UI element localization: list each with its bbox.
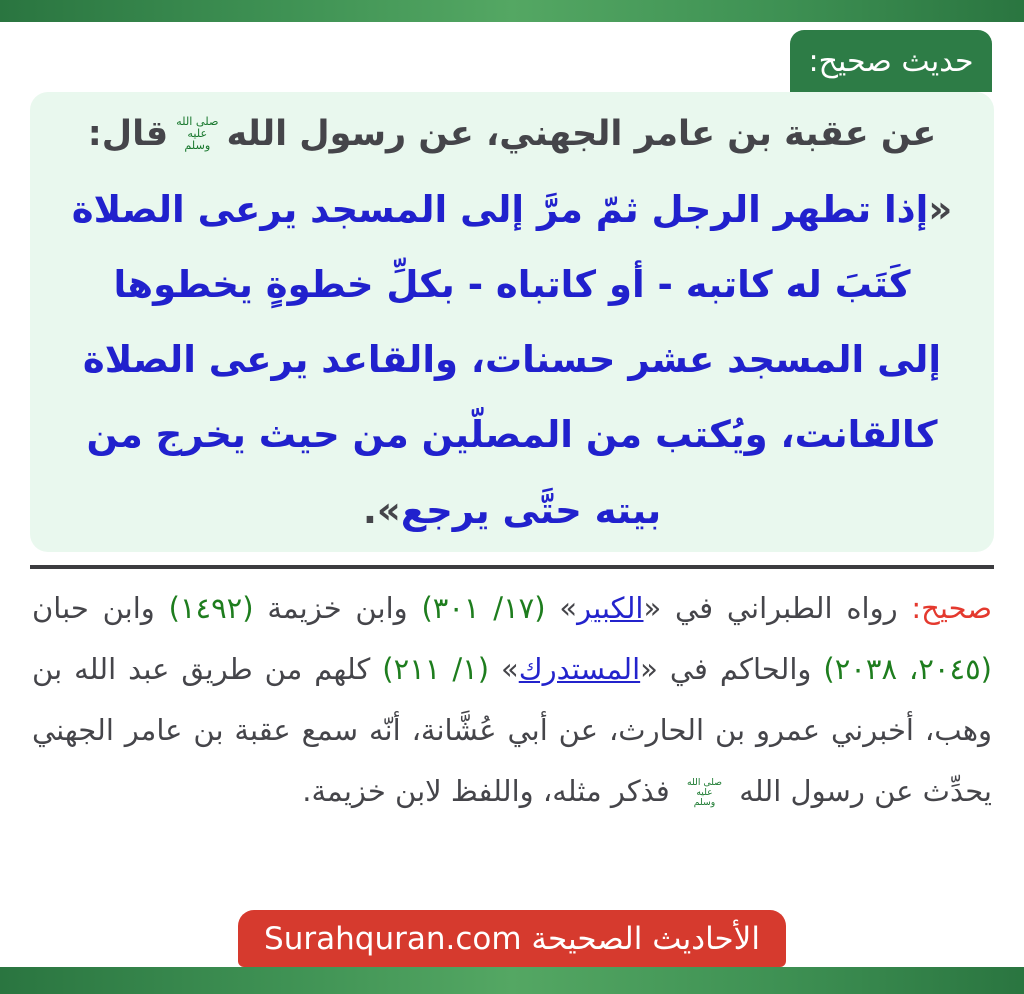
saw-ligature: صلى الله عليه وسلم <box>176 115 219 152</box>
close-guillemet: ». <box>362 488 401 532</box>
hadith-isnad-text: قال: <box>87 113 169 154</box>
hadith-line <box>48 322 976 397</box>
hadith-line <box>48 247 976 322</box>
bottom-green-bar <box>0 967 1024 994</box>
reference-number: (١٧/ ٣٠١) <box>421 591 546 625</box>
reference-number: (١/ ٢١١) <box>382 652 490 686</box>
hadith-type-label: حديث صحيح: <box>808 43 974 79</box>
divider-line <box>30 565 994 569</box>
takhrij-text: وابن خزيمة <box>253 591 422 625</box>
top-green-bar <box>0 0 1024 22</box>
hadith-matn-text: بيته حتَّى يرجع <box>400 488 662 532</box>
takhrij-text: والحاكم في « <box>640 652 824 686</box>
hadith-isnad-text: عن عقبة بن عامر الجهني، عن رسول الله <box>226 113 937 154</box>
takhrij-paragraph <box>32 578 992 822</box>
hadith-intro-line <box>48 96 976 171</box>
hadith-line <box>48 397 976 472</box>
hadith-matn-text: إلى المسجد عشر حسنات، والقاعد يرعى الصلاة <box>82 338 942 382</box>
saw-ligature: صلى الله عليه وسلم <box>686 777 723 808</box>
hadith-matn-text: كالقانت، ويُكتب من المصلّين من حيث يخرج من <box>86 413 938 457</box>
grade-label: صحيح: <box>911 591 992 625</box>
hadith-matn-text: إذا تطهر الرجل ثمّ مرَّ إلى المسجد يرعى الصلاة <box>71 187 929 231</box>
reference-number: (٢٠٤٥، ٢٠٣٨) <box>823 652 992 686</box>
hadith-matn-text: كَتَبَ له كاتبه - أو كاتباه - بكلِّ خطوةٍ يخطوها <box>113 262 911 306</box>
takhrij-text: فذكر مثله، واللفظ لابن خزيمة. <box>302 774 679 808</box>
hadith-line <box>48 171 976 246</box>
takhrij-text: وابن حبان <box>32 591 169 625</box>
hadith-type-badge <box>790 30 992 92</box>
reference-number: (١٤٩٢) <box>168 591 254 625</box>
takhrij-text: رواه الطبراني في « <box>643 591 912 625</box>
book-link-alkabir[interactable]: الكبير <box>577 591 644 625</box>
takhrij-text: » <box>545 591 578 625</box>
site-link-label: الأحاديث الصحيحة Surahquran.com <box>264 920 760 957</box>
book-link-almustadrak[interactable]: المستدرك <box>518 652 641 686</box>
site-link-banner[interactable] <box>238 910 786 967</box>
takhrij-text: كلهم من طريق عبد الله بن وهب، أخبرني عمرو بن الحارث، عن أبي عُشَّانة، أنّه سمع عقبة بن عامر الجهني يحدِّث عن رسول الله <box>32 652 992 808</box>
hadith-box <box>30 92 994 552</box>
open-guillemet: « <box>928 187 953 231</box>
takhrij-text: » <box>489 652 519 686</box>
hadith-line <box>48 473 976 548</box>
